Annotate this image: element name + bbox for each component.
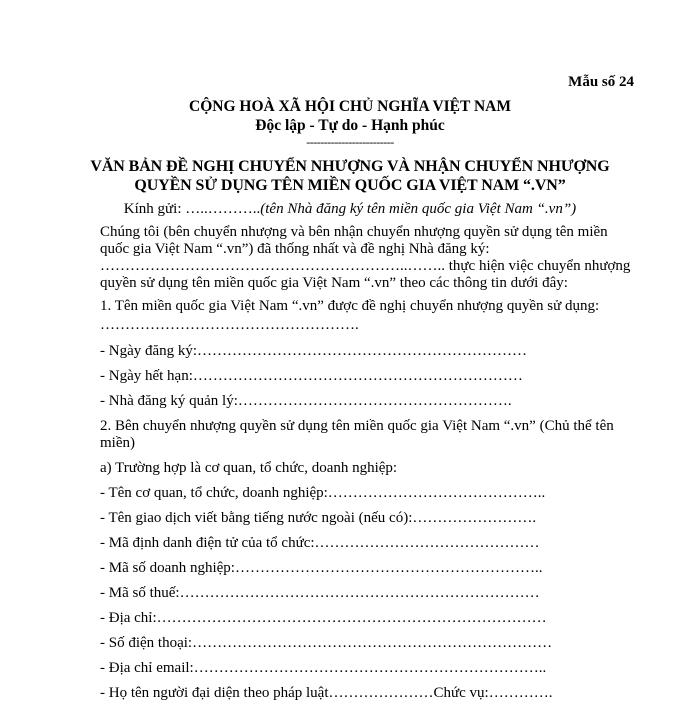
field-registration-date: - Ngày đăng ký:………………………………………………………… — [100, 343, 528, 359]
field-email: - Địa chỉ email:…………………………………………………………….. — [100, 660, 547, 676]
recipient-prefix: Kính gửi: …..……….. — [123, 201, 261, 217]
recipient-line — [0, 201, 700, 218]
recipient-note: (tên Nhà đăng ký tên miền quốc gia Việt Nam “.vn”) — [260, 201, 577, 217]
document-body — [100, 224, 635, 710]
document-title — [0, 157, 700, 195]
heading-underline: ------------------------- — [306, 135, 394, 149]
intro-paragraph: Chúng tôi (bên chuyển nhượng và bên nhận chuyển nhượng quyền sử dụng tên miền quốc gia Việt Nam “.vn”) đã thống nhất và đề nghị Nhà đăng ký: ……………………………………………………..…….. thực hiện việc chuyển nhượng quyền sử dụng tên miền quốc gia Việt Nam “.vn” theo các thông tin dưới đây: — [100, 224, 631, 291]
field-business-code: - Mã số doanh nghiệp:…………………………………………………….. — [100, 560, 543, 576]
section-2a-subheading: a) Trường hợp là cơ quan, tổ chức, doanh nghiệp: — [100, 460, 398, 476]
document-title-line-2: QUYỀN SỬ DỤNG TÊN MIỀN QUỐC GIA VIỆT NAM “.VN” — [134, 177, 566, 194]
form-number: Mẫu số 24 — [568, 74, 634, 90]
field-expiry-date: - Ngày hết hạn:………………………………………………………… — [100, 368, 523, 384]
document-title-line-1: VĂN BẢN ĐỀ NGHỊ CHUYỂN NHƯỢNG VÀ NHẬN CHUYỂN NHƯỢNG — [90, 158, 610, 175]
national-heading: CỘNG HOÀ XÃ HỘI CHỦ NGHĨA VIỆT NAM — [189, 98, 511, 115]
field-foreign-trade-name: - Tên giao dịch viết bằng tiếng nước ngoài (nếu có):……………………. — [100, 510, 537, 526]
section-1-heading: 1. Tên miền quốc gia Việt Nam “.vn” được đề nghị chuyển nhượng quyền sử dụng: — [100, 298, 600, 314]
field-phone: - Số điện thoại:……………………………………………………………… — [100, 635, 553, 651]
field-electronic-id: - Mã định danh điện tử của tổ chức:……………………………………… — [100, 535, 540, 551]
field-organization-name: - Tên cơ quan, tổ chức, doanh nghiệp:…………………………………….. — [100, 485, 546, 501]
field-address: - Địa chỉ:…………………………………………………………………… — [100, 610, 547, 626]
field-tax-code: - Mã số thuế:……………………………………………………………… — [100, 585, 540, 601]
national-motto: Độc lập - Tự do - Hạnh phúc — [255, 117, 445, 134]
field-registrar: - Nhà đăng ký quản lý:………………………………………………. — [100, 393, 512, 409]
field-legal-representative: - Họ tên người đại diện theo pháp luật…………………Chức vụ:…………. — [100, 685, 553, 701]
section-2-heading: 2. Bên chuyển nhượng quyền sử dụng tên miền quốc gia Việt Nam “.vn” (Chủ thể tên miền) — [100, 418, 614, 451]
domain-name-blank: ……………………………………………. — [100, 317, 359, 333]
